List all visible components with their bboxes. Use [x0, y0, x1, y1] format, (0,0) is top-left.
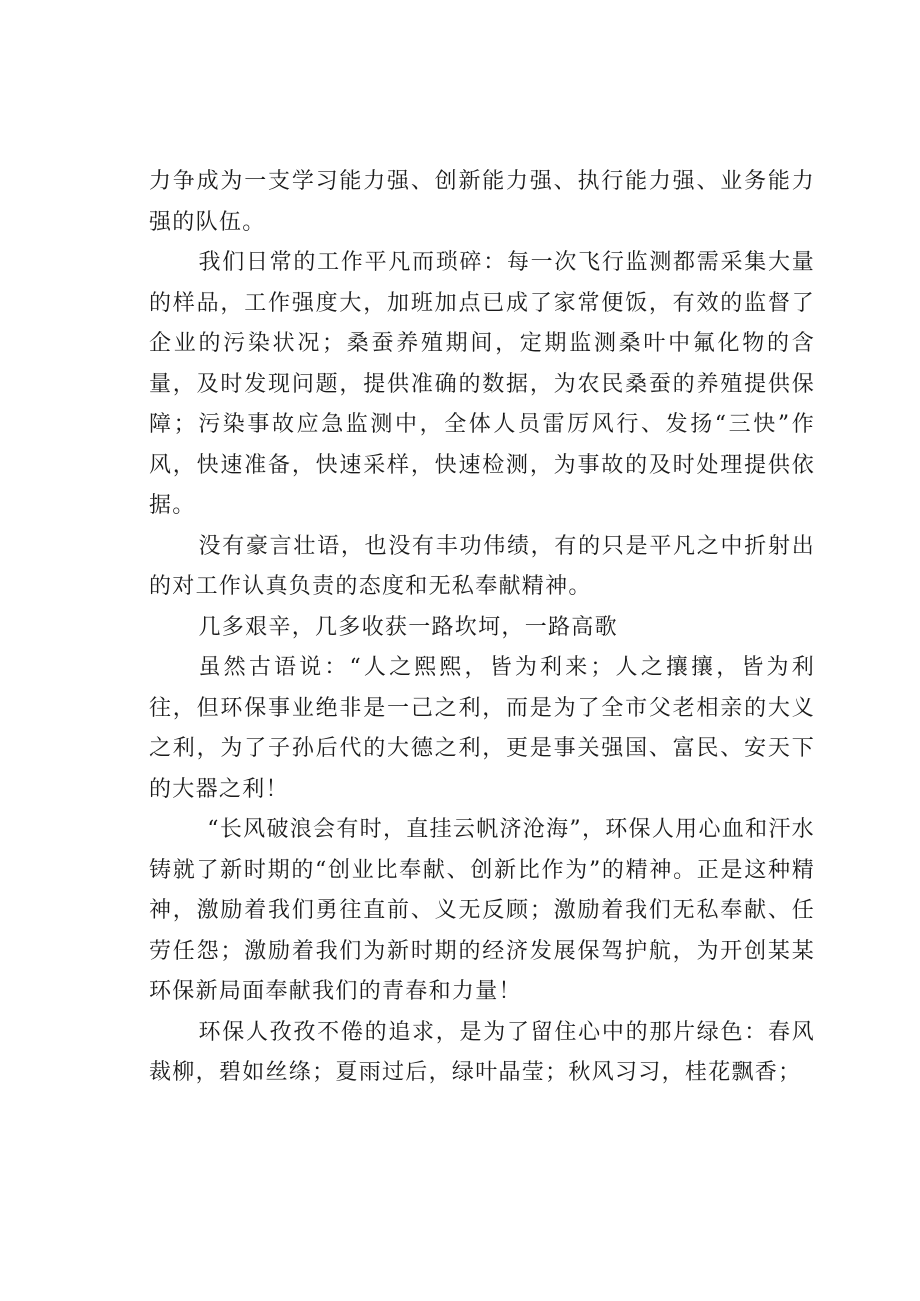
paragraph-6: 环保人孜孜不倦的追求，是为了留住心中的那片绿色：春风裁柳，碧如丝绦；夏雨过后，绿叶晶莹；秋风习习，桂花飘香；	[149, 1019, 815, 1085]
paragraph-1: 力争成为一支学习能力强、创新能力强、执行能力强、业务能力强的队伍。	[149, 169, 815, 235]
paragraph-4: 虽然古语说：“人之熙熙，皆为利来；人之攘攘，皆为利往，但环保事业绝非是一己之利，而是为了全市父老相亲的大义之利，为了子孙后代的大德之利，更是事关强国、富民、安天下的大器之利！	[149, 655, 815, 802]
paragraph-5: “长风破浪会有时，直挂云帆济沧海”，环保人用心血和汗水铸就了新时期的“创业比奉献、创新比作为”的精神。正是这种精神，激励着我们勇往直前、义无反顾；激励着我们无私奉献、任劳任怨；激励着我们为新时期的经济发展保驾护航，为开创某某环保新局面奉献我们的青春和力量！	[149, 817, 815, 1004]
section-heading: 几多艰辛，几多收获一路坎坷，一路高歌	[198, 614, 618, 640]
paragraph-2: 我们日常的工作平凡而琐碎：每一次飞行监测都需采集大量的样品，工作强度大，加班加点已成了家常便饭，有效的监督了企业的污染状况；桑蚕养殖期间，定期监测桑叶中氟化物的含量，及时发现问题，提供准确的数据，为农民桑蚕的养殖提供保障；污染事故应急监测中，全体人员雷厉风行、发扬“三快”作风，快速准备，快速采样，快速检测，为事故的及时处理提供依据。	[149, 250, 815, 518]
paragraph-3: 没有豪言壮语，也没有丰功伟绩，有的只是平凡之中折射出的对工作认真负责的态度和无私奉献精神。	[149, 533, 815, 599]
document-body	[149, 162, 815, 1094]
